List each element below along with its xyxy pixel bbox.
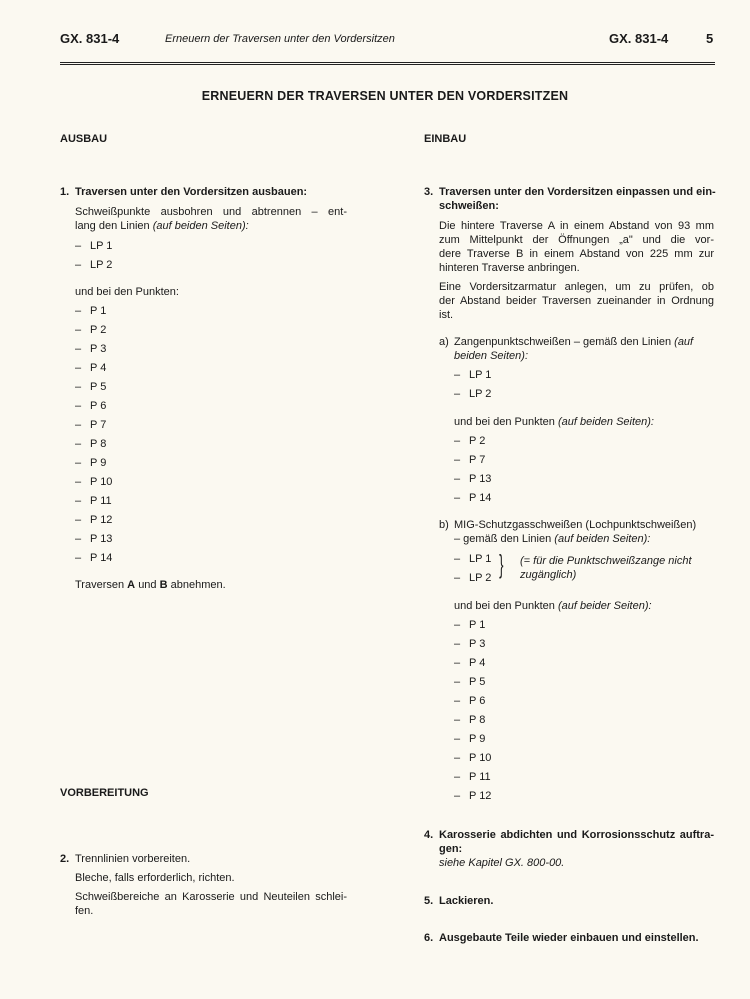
step3-a-point-item: – P 7 — [454, 454, 486, 466]
step3-a-text-line2: beiden Seiten): — [454, 350, 528, 362]
step1-point-item: – P 6 — [75, 400, 107, 412]
step3-b-point-item: – P 4 — [454, 657, 486, 669]
step3-b-point-label: P 3 — [469, 638, 486, 650]
step3-b-note-line1: (= für die Punktschweißzange nicht — [520, 555, 692, 567]
step1-point-item: – P 7 — [75, 419, 107, 431]
step1-title — [60, 186, 307, 198]
step1-point-item: – P 3 — [75, 343, 107, 355]
step3-b-label: b) — [439, 519, 449, 531]
step3-b-point-item: – P 5 — [454, 676, 486, 688]
step3-a-points-label — [454, 416, 654, 428]
step3-b-line-item: – LP 2 — [454, 572, 492, 584]
vorbereitung-heading: VORBEREITUNG — [60, 787, 149, 799]
step1-point-label: P 6 — [90, 400, 107, 412]
step3-b-point-item: – P 9 — [454, 733, 486, 745]
step3-b-point-label: P 9 — [469, 733, 486, 745]
step3-b-point-label: P 1 — [469, 619, 486, 631]
step1-point-item: – P 14 — [75, 552, 113, 564]
step3-b-point-item: – P 8 — [454, 714, 486, 726]
step1-point-item: – P 8 — [75, 438, 107, 450]
step3-p2-line1: Eine Vordersitzarmatur anlegen, um zu prüfen, ob — [439, 281, 714, 293]
step2-line1: Bleche, falls erforderlich, richten. — [75, 872, 235, 884]
page-number: 5 — [706, 31, 714, 46]
step3-b-note-line2: zugänglich) — [520, 569, 577, 581]
step2-number: 2. — [60, 853, 70, 865]
step3-b-points-italic: (auf beider Seiten): — [557, 600, 652, 612]
remove-text-part: Traversen — [75, 579, 125, 591]
step6-title — [424, 932, 699, 944]
step1-point-item: – P 9 — [75, 457, 107, 469]
step3-a-line-item: – LP 1 — [454, 369, 492, 381]
header-rule — [60, 62, 715, 63]
step3-title — [424, 186, 714, 198]
step4-title — [424, 829, 714, 841]
step3-b-point-label: P 10 — [469, 752, 492, 764]
traverse-a-label: A — [127, 579, 136, 591]
traverse-b-label: B — [159, 579, 168, 591]
einbau-heading: EINBAU — [424, 133, 467, 145]
step3-a-point-label: P 13 — [469, 473, 492, 485]
step3-b-text: MIG-Schutzgasschweißen (Lochpunktschweißen) — [454, 519, 697, 531]
step3-b-text-line2 — [454, 533, 650, 545]
step1-number: 1. — [60, 186, 70, 198]
step1-point-item: – P 13 — [75, 533, 113, 545]
step1-point-label: P 13 — [90, 533, 113, 545]
step3-p1-line3: dere Traverse B in einem Abstand von 225 mm zur — [439, 248, 714, 260]
step3-a-text-plain: Zangenpunktschweißen – gemäß den Linien — [454, 336, 672, 348]
step3-title-line1: Traversen unter den Vordersitzen einpassen und ein- — [439, 186, 716, 198]
step3-a-point-label: P 14 — [469, 492, 492, 504]
remove-text-part: abnehmen. — [170, 579, 226, 591]
step1-point-item: – P 10 — [75, 476, 113, 488]
step3-b-point-label: P 11 — [469, 771, 491, 783]
step3-b-point-label: P 6 — [469, 695, 486, 707]
header-title: Erneuern der Traversen unter den Vordersitzen — [165, 33, 395, 45]
step5-number: 5. — [424, 895, 434, 907]
step1-point-label: P 3 — [90, 343, 107, 355]
step1-line-item: – LP 1 — [75, 240, 113, 252]
step3-a-label: a) — [439, 336, 449, 348]
step3-b-point-label: P 12 — [469, 790, 492, 802]
step5-title-text: Lackieren. — [439, 895, 494, 907]
step1-point-label: P 14 — [90, 552, 113, 564]
step1-text-line2 — [75, 220, 249, 232]
step3-p1-line1: Die hintere Traverse A in einem Abstand von 93 mm — [439, 220, 714, 232]
step1-point-label: P 8 — [90, 438, 107, 450]
step1-point-item: – P 12 — [75, 514, 113, 526]
step3-a-line-label: LP 2 — [469, 388, 492, 400]
step1-text-line2-italic: (auf beiden Seiten): — [152, 220, 249, 232]
step3-a-line-item: – LP 2 — [454, 388, 492, 400]
step3-title-line2: schweißen: — [439, 200, 499, 212]
step3-b-text2-italic: (auf beiden Seiten): — [554, 533, 651, 545]
header-code-right: GX. 831-4 — [609, 31, 669, 46]
step3-b-point-label: P 4 — [469, 657, 486, 669]
step1-title-text: Traversen unter den Vordersitzen ausbauen: — [75, 186, 308, 198]
step3-b-line-label: LP 1 — [469, 553, 492, 565]
step3-b-point-label: P 5 — [469, 676, 486, 688]
header-rule-2 — [60, 64, 715, 65]
step6-number: 6. — [424, 932, 434, 944]
step3-b-point-label: P 8 — [469, 714, 486, 726]
step4-title-line2: gen: — [439, 843, 463, 855]
step1-text-line1: Schweißpunkte ausbohren und abtrennen – ent- — [75, 206, 347, 218]
step1-line-item: – LP 2 — [75, 259, 113, 271]
step3-p1-line2: zum Mittelpunkt der Öffnungen „a" und die vor- — [439, 234, 714, 246]
step3-a-point-label: P 7 — [469, 454, 486, 466]
page-title: ERNEUERN DER TRAVERSEN UNTER DEN VORDERSITZEN — [201, 89, 569, 103]
step4-reference: siehe Kapitel GX. 800-00. — [439, 857, 565, 869]
step3-b-line-item: – LP 1 — [454, 553, 492, 565]
step3-b-point-item: – P 11 — [454, 771, 491, 783]
step3-b-points-plain: und bei den Punkten — [454, 600, 555, 612]
step1-point-item: – P 5 — [75, 381, 107, 393]
step1-point-label: P 1 — [90, 305, 107, 317]
step1-point-label: P 12 — [90, 514, 113, 526]
step1-line-label: LP 2 — [90, 259, 113, 271]
step3-a-points-italic: (auf beiden Seiten): — [557, 416, 654, 428]
step3-b-point-item: – P 3 — [454, 638, 486, 650]
step1-points-label: und bei den Punkten: — [75, 286, 179, 298]
step3-b-line-label: LP 2 — [469, 572, 492, 584]
step1-point-item: – P 1 — [75, 305, 107, 317]
step2-title-text: Trennlinien vorbereiten. — [75, 853, 191, 865]
step1-point-label: P 7 — [90, 419, 107, 431]
step5-title — [424, 895, 493, 907]
step3-a-text-italic: (auf — [674, 336, 694, 348]
step3-a-point-item: – P 2 — [454, 435, 486, 447]
step1-text-line2-plain: lang den Linien — [75, 220, 150, 232]
step3-a-point-item: – P 14 — [454, 492, 492, 504]
step1-line-label: LP 1 — [90, 240, 113, 252]
step3-number: 3. — [424, 186, 434, 198]
step2-line2: Schweißbereiche an Karosserie und Neuteilen schlei- — [75, 891, 347, 903]
step3-b-point-item: – P 10 — [454, 752, 492, 764]
step3-b-text2-plain: – gemäß den Linien — [454, 533, 552, 545]
step3-a-text — [454, 336, 693, 348]
step3-p2-line2: der Abstand beider Traversen zueinander in Ordnung — [439, 295, 714, 307]
step1-point-item: – P 4 — [75, 362, 107, 374]
step1-point-label: P 9 — [90, 457, 107, 469]
step3-a-point-item: – P 13 — [454, 473, 492, 485]
step3-b-point-item: – P 6 — [454, 695, 486, 707]
step1-point-item: – P 11 — [75, 495, 112, 507]
step3-b-points-label — [454, 600, 652, 612]
step1-point-label: P 2 — [90, 324, 107, 336]
step3-p1-line4: hinteren Traverse anbringen. — [439, 262, 580, 274]
step4-title-line1: Karosserie abdichten und Korrosionsschutz auftra- — [439, 829, 714, 841]
step1-point-label: P 10 — [90, 476, 113, 488]
step1-remove-text — [75, 579, 226, 591]
step2-title — [60, 853, 190, 865]
step1-point-item: – P 2 — [75, 324, 107, 336]
step1-point-label: P 4 — [90, 362, 107, 374]
header-code-left: GX. 831-4 — [60, 31, 120, 46]
step3-b-point-item: – P 12 — [454, 790, 492, 802]
step6-title-text: Ausgebaute Teile wieder einbauen und einstellen. — [439, 932, 699, 944]
step3-b-point-item: – P 1 — [454, 619, 486, 631]
remove-text-part: und — [138, 579, 157, 591]
step3-a-point-label: P 2 — [469, 435, 486, 447]
step4-number: 4. — [424, 829, 434, 841]
step3-a-line-label: LP 1 — [469, 369, 492, 381]
step3-a-points-plain: und bei den Punkten — [454, 416, 555, 428]
step1-point-label: P 5 — [90, 381, 107, 393]
step2-line3: fen. — [75, 905, 94, 917]
step1-point-label: P 11 — [90, 495, 112, 507]
step3-p2-line3: ist. — [439, 309, 454, 321]
brace-icon: } — [499, 549, 504, 579]
ausbau-heading: AUSBAU — [60, 133, 108, 145]
